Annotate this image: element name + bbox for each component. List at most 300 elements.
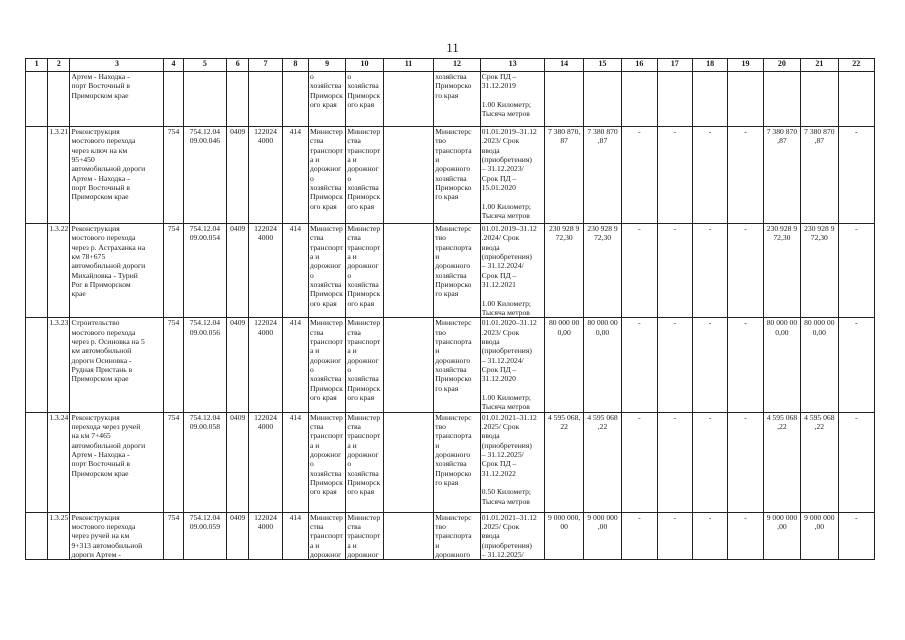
cell-line: Приморско: [435, 81, 472, 91]
column-header-13: 13: [480, 59, 545, 72]
cell-col-13: [480, 318, 545, 412]
cell-col-20: [763, 72, 800, 127]
cell-line: транспорта: [435, 431, 472, 441]
cell-line: ,00: [597, 521, 608, 531]
cell-col-20: [763, 127, 800, 224]
cell-col-15: [583, 412, 621, 512]
cell-col-14: [545, 127, 583, 224]
cell-col-11: [383, 127, 434, 224]
cell-col-14: [545, 512, 583, 560]
cell-col-8: 414: [282, 512, 308, 560]
cell-line: 7 380 870: [766, 127, 798, 136]
cell-line: Приморском крае: [71, 192, 129, 202]
cell-line: Приморском крае: [71, 374, 129, 384]
cell-line: о: [347, 173, 352, 183]
cell-line: Реконструкция: [71, 127, 120, 136]
column-header-19: 19: [728, 59, 763, 72]
cell-line: [802, 72, 836, 81]
cell-line: Министер: [309, 512, 343, 522]
cell-line: и: [435, 154, 440, 164]
cell-line: 4000: [257, 421, 274, 431]
cell-col-19: -: [728, 127, 763, 224]
cell-line: км автомобильной: [71, 346, 132, 356]
cell-col-18: -: [692, 127, 727, 224]
cell-line: и: [435, 346, 440, 356]
cell-line: .2024/ Срок: [481, 233, 520, 243]
table-body: [26, 72, 875, 560]
cell-col-19: [728, 72, 763, 127]
cell-col-6: [227, 72, 249, 127]
cell-col-22: -: [838, 318, 874, 412]
cell-col-10: [346, 318, 383, 412]
cell-line: дорожног: [347, 449, 379, 459]
cell-line: 0,00: [557, 327, 571, 337]
cell-line: 80 000 00: [548, 318, 580, 328]
cell-col-19: -: [728, 318, 763, 412]
cell-line: 1.00 Километр;: [481, 298, 532, 308]
cell-line: Артем - Находка -: [71, 449, 130, 459]
cell-line: ,22: [814, 421, 825, 431]
cell-line: 0,00: [812, 327, 826, 337]
cell-line: ,87: [814, 136, 825, 146]
cell-line: Приморск: [309, 383, 343, 393]
cell-line: о: [309, 72, 314, 81]
cell-line: о: [309, 364, 314, 374]
cell-line: Приморск: [309, 477, 343, 487]
cell-line: 31.12.2019: [481, 81, 516, 91]
cell-line: [250, 81, 280, 90]
cell-col-15: [583, 224, 621, 318]
cell-line: транспорт: [309, 336, 343, 346]
cell-line: Приморском крае: [71, 90, 129, 100]
column-header-18: 18: [692, 59, 727, 72]
cell-line: 754.12.04: [189, 412, 221, 422]
cell-line: го края: [435, 192, 459, 202]
cell-line: хозяйства: [309, 374, 342, 384]
cell-col-18: -: [692, 224, 727, 318]
cell-col-6: 0409: [227, 512, 249, 560]
cell-line: Реконструкция: [71, 512, 120, 522]
cell-line: Приморск: [309, 192, 343, 202]
cell-col-14: [545, 72, 583, 127]
cell-line: ввода: [481, 531, 500, 541]
cell-line: дорожног: [347, 549, 379, 559]
cell-line: тво: [435, 233, 446, 243]
cell-line: [585, 72, 620, 81]
cell-line: 230 928 9: [548, 224, 580, 233]
cell-line: транспорт: [347, 145, 381, 155]
cell-col-21: [801, 318, 838, 412]
cell-line: Министер: [347, 412, 381, 422]
cell-col-16: -: [622, 224, 657, 318]
cell-line: 01.01.2021–31.12: [481, 412, 537, 422]
cell-line: ого края: [309, 99, 337, 109]
cell-col-8: 414: [282, 412, 308, 512]
cell-col-20: [763, 318, 800, 412]
cell-col-3: [70, 127, 164, 224]
column-header-3: 3: [70, 59, 164, 72]
cell-line: (приобретения): [481, 251, 532, 261]
cell-line: мостового перехода: [71, 327, 136, 337]
cell-line: дорожного: [435, 164, 471, 174]
cell-line: мостового перехода: [71, 521, 136, 531]
cell-line: 15.01.2020: [481, 182, 516, 192]
cell-line: 9 000 000: [804, 512, 835, 522]
cell-line: Приморск: [347, 289, 381, 299]
cell-col-20: [763, 512, 800, 560]
cell-line: хозяйства: [347, 182, 379, 192]
cell-line: .2023/ Срок: [481, 327, 520, 337]
cell-col-6: 0409: [227, 127, 249, 224]
cell-line: хозяйства: [435, 270, 467, 280]
cell-line: 09.00.046: [189, 136, 221, 146]
table-row: [26, 72, 875, 127]
cell-line: [765, 72, 799, 81]
cell-line: ввода: [481, 431, 500, 441]
cell-line: ства: [309, 421, 324, 431]
cell-col-9: [308, 512, 345, 560]
cell-col-2: 1.3.22: [48, 224, 70, 318]
cell-line: Приморск: [309, 289, 343, 299]
cell-col-13: [480, 512, 545, 560]
cell-col-9: [308, 224, 345, 318]
cell-line: ,00: [814, 521, 825, 531]
cell-line: 87: [560, 136, 568, 146]
cell-col-2: 1.3.25: [48, 512, 70, 560]
cell-col-19: -: [728, 224, 763, 318]
cell-line: и: [435, 540, 440, 550]
column-header-5: 5: [183, 59, 226, 72]
cell-line: Тысяча метров: [481, 210, 530, 220]
cell-line: ого края: [347, 99, 375, 109]
cell-line: автомобильной дороги: [71, 440, 146, 450]
cell-line: (приобретения): [481, 440, 532, 450]
cell-line: 72,30: [810, 233, 828, 243]
cell-line: автомобильной дороги: [71, 261, 146, 271]
cell-line: дорожного: [435, 549, 471, 559]
cell-col-12: [434, 318, 480, 412]
cell-line: 1.00 Километр;: [481, 99, 532, 109]
cell-line: 31.12.2021: [481, 279, 516, 289]
cell-line: – 31.12.2024/: [481, 261, 524, 271]
cell-col-21: [801, 512, 838, 560]
cell-line: (приобретения): [481, 540, 532, 550]
cell-line: – 31.12.2025/: [481, 549, 524, 559]
cell-line: о: [309, 173, 314, 183]
cell-col-1: [26, 72, 48, 127]
cell-line: 122024: [254, 512, 277, 522]
cell-line: хозяйства: [309, 182, 342, 192]
cell-col-8: [282, 72, 308, 127]
cell-line: ,87: [777, 136, 787, 146]
cell-line: дороги Артем -: [71, 549, 121, 559]
cell-line: Рог в Приморском: [71, 279, 131, 289]
cell-line: а и: [309, 540, 320, 550]
cell-line: хозяйства: [309, 81, 342, 91]
cell-line: через р. Астраханка на: [71, 242, 146, 252]
cell-line: а и: [309, 440, 320, 450]
cell-line: 4 595 068: [804, 412, 835, 422]
cell-line: Тысяча метров: [481, 402, 530, 412]
cell-line: хозяйства: [347, 468, 379, 478]
cell-line: 4000: [257, 233, 274, 243]
cell-line: 4 595 068: [766, 412, 798, 422]
cell-line: автомобильной дороги: [71, 164, 146, 174]
cell-col-15: [583, 318, 621, 412]
cell-line: 01.01.2019–31.12: [481, 224, 537, 233]
cell-line: ввода: [481, 242, 500, 252]
cell-col-9: [308, 412, 345, 512]
cell-line: тво: [435, 327, 446, 337]
cell-col-16: -: [622, 127, 657, 224]
cell-line: Срок ПД –: [481, 364, 517, 374]
cell-line: дорожного: [435, 261, 471, 271]
cell-col-3: [70, 318, 164, 412]
cell-line: [546, 72, 581, 81]
cell-line: 22: [560, 421, 568, 431]
cell-line: ства: [347, 136, 361, 146]
cell-line: Министер: [309, 127, 343, 136]
cell-line: Реконструкция: [71, 224, 120, 233]
cell-col-20: [763, 412, 800, 512]
cell-line: транспорт: [309, 531, 343, 541]
cell-col-16: -: [622, 512, 657, 560]
cell-line: 0.50 Километр;: [481, 487, 532, 497]
cell-line: дорожног: [347, 261, 379, 271]
cell-line: 7 380 870: [587, 127, 618, 136]
column-header-11: 11: [383, 59, 434, 72]
cell-col-18: [692, 72, 727, 127]
cell-line: 230 928 9: [804, 224, 835, 233]
cell-line: тво: [435, 136, 446, 146]
cell-line: Рудная Пристань в: [71, 364, 133, 374]
cell-col-21: [801, 224, 838, 318]
cell-col-21: [801, 72, 838, 127]
column-header-14: 14: [545, 59, 583, 72]
cell-line: ,22: [597, 421, 608, 431]
cell-col-15: [583, 512, 621, 560]
cell-line: мостового перехода: [71, 233, 136, 243]
cell-line: ого края: [347, 392, 375, 402]
cell-col-16: [622, 72, 657, 127]
cell-col-17: -: [657, 512, 692, 560]
column-header-8: 8: [282, 59, 308, 72]
cell-line: 4 595 068: [587, 412, 618, 422]
cell-line: мостового перехода: [71, 136, 136, 146]
cell-line: и: [435, 251, 440, 261]
cell-col-10: [346, 127, 383, 224]
cell-line: ства: [347, 521, 361, 531]
cell-col-13: [480, 224, 545, 318]
cell-col-9: [308, 318, 345, 412]
cell-line: ства: [347, 327, 361, 337]
column-header-2: 2: [48, 59, 70, 72]
cell-line: [185, 72, 225, 81]
cell-line: ого края: [309, 201, 337, 211]
cell-line: 122024: [254, 224, 277, 233]
cell-col-4: 754: [164, 127, 183, 224]
cell-line: 230 928 9: [587, 224, 618, 233]
cell-line: .2025/ Срок: [481, 521, 520, 531]
cell-line: транспорт: [309, 145, 343, 155]
cell-col-18: -: [692, 512, 727, 560]
cell-line: 01.01.2021–31.12: [481, 512, 537, 522]
cell-line: транспорт: [347, 242, 381, 252]
cell-line: 4 595 068,: [547, 412, 581, 422]
column-header-4: 4: [164, 59, 183, 72]
cell-line: 7 380 870: [804, 127, 835, 136]
cell-line: – 31.12.2024/: [481, 355, 524, 365]
cell-line: (приобретения): [481, 346, 532, 356]
cell-col-10: [346, 412, 383, 512]
cell-col-22: -: [838, 412, 874, 512]
cell-line: Срок ПД –: [481, 459, 517, 469]
cell-line: транспорт: [309, 242, 343, 252]
cell-col-10: [346, 72, 383, 127]
cell-line: а и: [347, 346, 357, 356]
cell-line: Срок ПД –: [481, 72, 517, 81]
cell-col-17: -: [657, 412, 692, 512]
cell-col-17: -: [657, 127, 692, 224]
cell-col-7: [249, 512, 282, 560]
cell-col-5: [183, 127, 226, 224]
cell-line: 72,30: [555, 233, 573, 243]
cell-line: через р. Осиновка на 5: [71, 336, 145, 346]
cell-col-7: [249, 224, 282, 318]
cell-line: [482, 91, 544, 100]
cell-line: ввода: [481, 145, 500, 155]
cell-col-22: -: [838, 512, 874, 560]
cell-line: ства: [347, 421, 361, 431]
cell-col-4: 754: [164, 224, 183, 318]
cell-col-5: [183, 318, 226, 412]
column-header-21: 21: [801, 59, 838, 72]
cell-line: Тысяча метров: [481, 307, 530, 317]
cell-col-10: [346, 512, 383, 560]
cell-col-12: [434, 512, 480, 560]
cell-line: транспорта: [435, 336, 472, 346]
cell-col-1: [26, 318, 48, 412]
cell-line: 754.12.04: [189, 512, 221, 522]
cell-line: и: [435, 440, 440, 450]
cell-line: порт Восточный в: [71, 81, 131, 91]
cell-line: дорожного: [435, 355, 471, 365]
column-header-6: 6: [227, 59, 249, 72]
column-header-7: 7: [249, 59, 282, 72]
cell-line: дорожног: [309, 449, 342, 459]
cell-line: Приморском крае: [71, 468, 129, 478]
cell-col-11: [383, 412, 434, 512]
cell-col-4: 754: [164, 512, 183, 560]
cell-line: Приморско: [435, 182, 472, 192]
cell-line: 72,30: [773, 233, 791, 243]
cell-col-1: [26, 412, 48, 512]
table-row: [26, 318, 875, 412]
cell-line: 9+313 автомобильной: [71, 540, 143, 550]
cell-col-4: [164, 72, 183, 127]
cell-line: о: [309, 270, 314, 280]
cell-line: ства: [309, 233, 324, 243]
cell-line: дорожног: [347, 164, 379, 174]
cell-line: Министерс: [435, 127, 472, 136]
page-number: 11: [446, 40, 459, 55]
cell-col-1: [26, 224, 48, 318]
cell-col-7: [249, 127, 282, 224]
cell-line: Министер: [309, 412, 343, 422]
cell-line: 80 000 00: [804, 318, 835, 328]
cell-line: 01.01.2019–31.12: [481, 127, 537, 136]
cell-line: 95+450: [71, 154, 95, 164]
cell-line: 1.00 Километр;: [481, 201, 532, 211]
column-header-20: 20: [763, 59, 800, 72]
cell-col-11: [383, 318, 434, 412]
cell-line: хозяйства: [435, 72, 467, 81]
cell-line: 754.12.04: [189, 127, 221, 136]
cell-line: хозяйства: [435, 459, 467, 469]
cell-line: ого края: [347, 487, 375, 497]
column-header-22: 22: [838, 59, 874, 72]
cell-line: .2023/ Срок: [481, 136, 520, 146]
cell-line: о: [347, 72, 352, 81]
cell-line: транспорта: [435, 531, 472, 541]
cell-line: Приморско: [435, 468, 472, 478]
cell-line: через ключ на км: [71, 145, 128, 155]
cell-line: [546, 81, 581, 90]
cell-line: Тысяча метров: [481, 496, 530, 506]
cell-col-8: 414: [282, 224, 308, 318]
cell-col-19: -: [728, 512, 763, 560]
cell-col-4: 754: [164, 412, 183, 512]
cell-col-5: [183, 512, 226, 560]
cell-col-5: [183, 224, 226, 318]
cell-line: 72,30: [593, 233, 612, 243]
cell-col-10: [346, 224, 383, 318]
cell-line: 4000: [257, 327, 274, 337]
cell-line: Министерс: [435, 412, 472, 422]
column-header-15: 15: [583, 59, 621, 72]
cell-col-22: [838, 72, 874, 127]
cell-line: ого края: [347, 298, 375, 308]
cell-line: дорожног: [309, 355, 342, 365]
cell-line: 09.00.058: [189, 421, 221, 431]
cell-line: го края: [435, 90, 459, 100]
cell-line: Министерс: [435, 318, 472, 328]
cell-line: хозяйства: [347, 81, 379, 91]
cell-line: хозяйства: [435, 364, 467, 374]
cell-col-17: -: [657, 224, 692, 318]
cell-line: хозяйства: [347, 279, 379, 289]
cell-line: 122024: [254, 412, 277, 422]
cell-line: ого края: [309, 298, 337, 308]
cell-line: Приморск: [347, 90, 381, 100]
cell-line: а и: [347, 154, 357, 164]
cell-line: ввода: [481, 336, 500, 346]
cell-line: Министер: [347, 127, 381, 136]
cell-col-7: [249, 318, 282, 412]
cell-line: хозяйства: [309, 468, 342, 478]
cell-line: Приморско: [435, 374, 472, 384]
cell-col-18: -: [692, 318, 727, 412]
cell-line: 31.12.2022: [481, 468, 516, 478]
cell-line: [802, 81, 836, 90]
cell-line: 754.12.04: [189, 318, 221, 328]
cell-line: а и: [309, 346, 320, 356]
cell-line: 01.01.2020–31.12: [481, 318, 537, 328]
cell-line: о: [347, 364, 352, 374]
cell-line: 754.12.04: [189, 224, 221, 233]
cell-col-2: 1.3.24: [48, 412, 70, 512]
cell-line: дорожног: [309, 549, 342, 559]
